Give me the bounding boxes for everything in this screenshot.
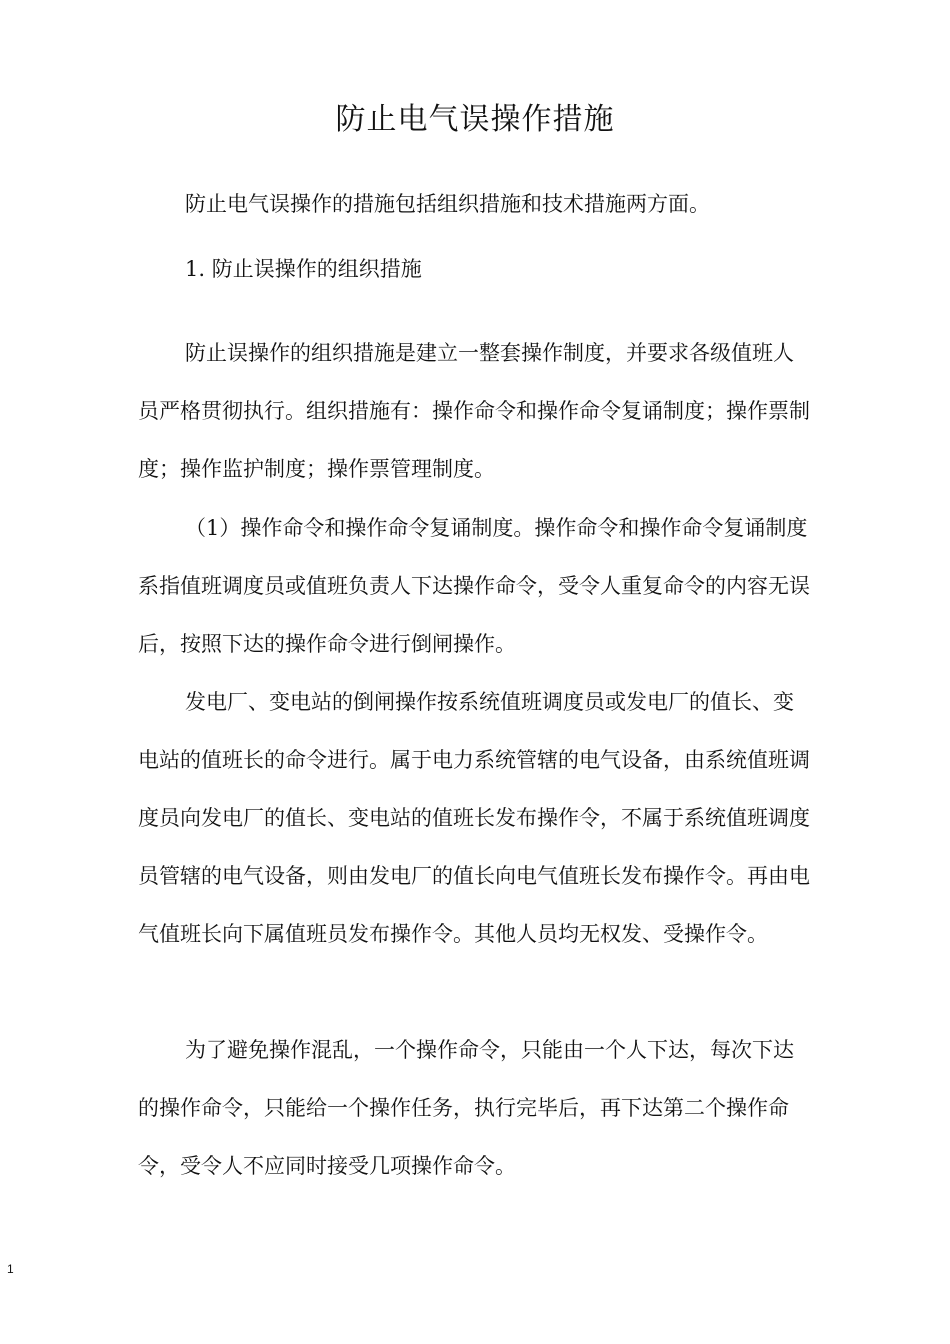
intro-paragraph: 防止电气误操作的措施包括组织措施和技术措施两方面。: [185, 192, 710, 216]
paragraph-organizational-measures: 防止误操作的组织措施是建立一整套操作制度，并要求各级值班人员严格贯彻执行。组织措施有：操作命令和操作命令复诵制度；操作票制度；操作监护制度；操作票管理制度。: [138, 341, 810, 481]
section-heading: 1. 防止误操作的组织措施: [185, 257, 422, 281]
page-number: 1: [7, 1262, 14, 1276]
paragraph-switching-operation-command: 发电厂、变电站的倒闸操作按系统值班调度员或发电厂的值长、变电站的值班长的命令进行。属于电力系统管辖的电气设备，由系统值班调度员向发电厂的值长、变电站的值班长发布操作令，不属于系统值班调度员管辖的电气设备，则由发电厂的值长向电气值班长发布操作令。再由电气值班长向下属值班员发布操作令。其他人员均无权发、受操作令。: [138, 690, 810, 946]
paragraph-command-repeat-system: （1）操作命令和操作命令复诵制度。操作命令和操作命令复诵制度系指值班调度员或值班负责人下达操作命令，受令人重复命令的内容无误后，按照下达的操作命令进行倒闸操作。: [138, 516, 810, 656]
document-title: 防止电气误操作措施: [335, 102, 615, 137]
paragraph-single-command-rule: 为了避免操作混乱，一个操作命令，只能由一个人下达，每次下达的操作命令，只能给一个操作任务，执行完毕后，再下达第二个操作命令，受令人不应同时接受几项操作命令。: [138, 1038, 794, 1178]
